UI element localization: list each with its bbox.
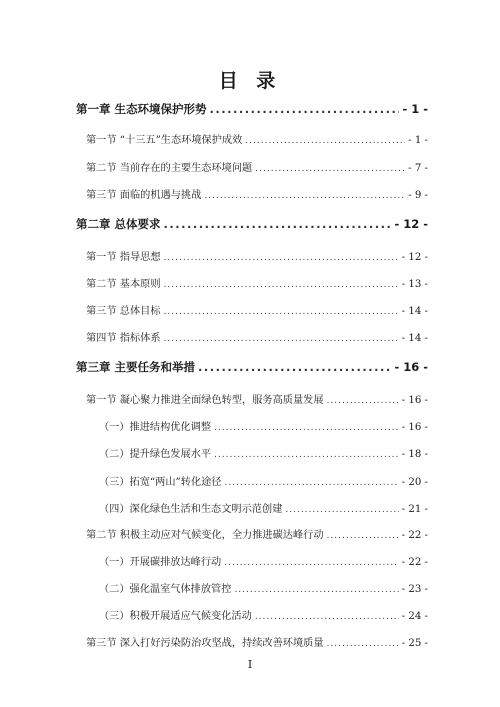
leader-dots xyxy=(234,585,398,595)
toc-entry-page: - 14 - xyxy=(401,333,428,344)
leader-dots xyxy=(164,253,399,263)
leader-dots xyxy=(327,639,399,649)
toc-entry-page: - 1 - xyxy=(402,102,428,116)
toc-entry-section[interactable] xyxy=(86,391,428,406)
toc-entry-subsection[interactable] xyxy=(99,473,428,488)
toc-entry-page: - 16 - xyxy=(401,395,428,406)
leader-dots xyxy=(198,360,391,374)
leader-dots xyxy=(224,558,398,568)
toc-entry-label: 第二节 积极主动应对气候变化，全力推进碳达峰行动 xyxy=(86,530,324,541)
toc-entry-page: - 1 - xyxy=(408,135,428,146)
toc-entry-section[interactable] xyxy=(86,302,428,317)
toc-entry-section[interactable] xyxy=(86,159,428,174)
toc-entry-page: - 21 - xyxy=(401,504,428,515)
toc-entry-section[interactable] xyxy=(86,329,428,344)
toc-entry-page: - 23 - xyxy=(401,584,428,595)
toc-entry-label: 第一节 “十三五”生态环境保护成效 xyxy=(86,135,243,146)
toc-entry-section[interactable] xyxy=(86,526,428,541)
leader-dots xyxy=(327,531,399,541)
toc-entry-subsection[interactable] xyxy=(99,580,428,595)
toc-entry-page: - 22 - xyxy=(401,530,428,541)
toc-entry-page: - 12 - xyxy=(401,252,428,263)
toc-entry-page: - 24 - xyxy=(401,611,428,622)
leader-dots xyxy=(224,478,398,488)
toc-entry-section[interactable] xyxy=(86,634,428,649)
toc-entry-subsection[interactable] xyxy=(99,500,428,515)
toc-entry-label: （四）深化绿色生活和生态文明示范创建 xyxy=(99,504,283,515)
toc-entry-label: 第二节 当前存在的主要生态环境问题 xyxy=(86,163,253,174)
toc-entry-label: 第三章 主要任务和举措 xyxy=(76,360,196,374)
leader-dots xyxy=(164,307,399,317)
toc-entry-label: 第二节 基本原则 xyxy=(86,279,161,290)
toc-entry-label: 第二章 总体要求 xyxy=(76,217,161,231)
toc-entry-subsection[interactable] xyxy=(99,553,428,568)
toc-entry-label: （二）强化温室气体排放管控 xyxy=(99,584,232,595)
toc-entry-page: - 16 - xyxy=(394,360,428,374)
leader-dots xyxy=(214,450,399,460)
leader-dots xyxy=(214,423,399,433)
toc-entry-chapter[interactable] xyxy=(76,101,428,117)
toc-entry-label: 第三节 面临的机遇与挑战 xyxy=(86,190,202,201)
toc-entry-label: 第四节 指标体系 xyxy=(86,333,161,344)
page-number-footer: I xyxy=(247,658,253,671)
leader-dots xyxy=(164,334,399,344)
leader-dots xyxy=(285,505,398,515)
toc-entry-label: 第一节 指导思想 xyxy=(86,252,161,263)
toc-entry-chapter[interactable] xyxy=(76,216,428,232)
toc-entry-subsection[interactable] xyxy=(99,418,428,433)
toc-entry-chapter[interactable] xyxy=(76,359,428,375)
toc-entry-page: - 20 - xyxy=(401,477,428,488)
leader-dots xyxy=(204,191,405,201)
toc-entry-label: （一）推进结构优化调整 xyxy=(99,422,212,433)
leader-dots xyxy=(245,136,405,146)
toc-entry-label: 第三节 深入打好污染防治攻坚战，持续改善环境质量 xyxy=(86,638,324,649)
toc-entry-label: （一）开展碳排放达峰行动 xyxy=(99,557,222,568)
toc-entry-label: （二）提升绿色发展水平 xyxy=(99,449,212,460)
toc-entry-section[interactable] xyxy=(86,275,428,290)
toc-entry-page: - 22 - xyxy=(401,557,428,568)
toc-entry-page: - 16 - xyxy=(401,422,428,433)
toc-entry-subsection[interactable] xyxy=(99,607,428,622)
toc-entry-section[interactable] xyxy=(86,186,428,201)
toc-entry-label: 第一章 生态环境保护形势 xyxy=(76,102,207,116)
toc-entry-page: - 12 - xyxy=(394,217,428,231)
leader-dots xyxy=(164,217,392,231)
toc-entry-label: 第一节 凝心聚力推进全面绿色转型，服务高质量发展 xyxy=(86,395,324,406)
toc-entry-section[interactable] xyxy=(86,131,428,146)
toc-entry-label: 第三节 总体目标 xyxy=(86,306,161,317)
leader-dots xyxy=(210,102,400,116)
toc-entry-page: - 9 - xyxy=(408,190,428,201)
toc-entry-section[interactable] xyxy=(86,248,428,263)
leader-dots xyxy=(164,280,399,290)
toc-entry-page: - 7 - xyxy=(408,163,428,174)
toc-entry-page: - 25 - xyxy=(401,638,428,649)
leader-dots xyxy=(255,612,399,622)
leader-dots xyxy=(327,396,399,406)
toc-entry-page: - 13 - xyxy=(401,279,428,290)
toc-entry-label: （三）拓宽“两山”转化途径 xyxy=(99,477,222,488)
leader-dots xyxy=(255,164,405,174)
toc-entry-page: - 14 - xyxy=(401,306,428,317)
toc-entry-page: - 18 - xyxy=(401,449,428,460)
toc-title: 目 录 xyxy=(218,70,282,92)
toc-entry-label: （三）积极开展适应气候变化活动 xyxy=(99,611,252,622)
toc-entry-subsection[interactable] xyxy=(99,445,428,460)
